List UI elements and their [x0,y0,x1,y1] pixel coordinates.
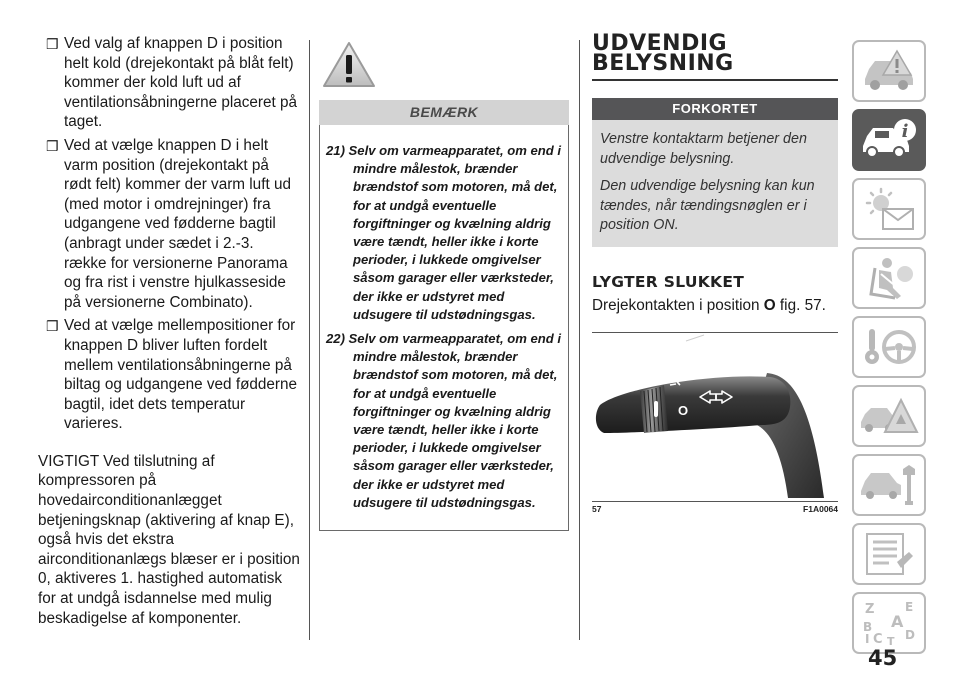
note-item: 22) Selv om varmeapparatet, om end i mindre målestok, brænder brændstof som motoren, må det, for at undgå eventuelle forgiftninger og kvælning aldrig være tændt, heller ikke i korte perioder, i lukkede omgivelser såsom garager eller værksteder, der ikke er udstyret med udsugere til udstødningsgas. [326,331,562,510]
column-1 [38,34,300,628]
tab-safety[interactable] [852,247,926,309]
tab-starting-driving[interactable] [852,316,926,378]
svg-text:T: T [887,635,895,647]
bullet-item [38,136,300,312]
sub-heading: FORKORTET [592,98,838,120]
tab-index[interactable] [852,592,926,654]
figure-code: F1A0064 [803,503,838,514]
page-number: 45 [868,646,898,670]
checkbox-bullet-icon: ❒ [46,318,59,335]
figure-reference: fig. 57. [779,297,826,314]
tab-maintenance[interactable] [852,454,926,516]
position-symbol: O [763,297,776,314]
figure-number: 57 [592,503,602,514]
note-item: 21) Selv om varmeapparatet, om end i mindre målestok, brænder brændstof som motoren, må det, for at undgå eventuelle forgiftninger og kvælning aldrig være tændt, heller ikke i korte perioder, i lukkede omgivelser såsom garager eller værksteder, der ikke er udstyret med udsugere til udstødningsgas. [326,143,562,322]
summary-text: Venstre kontaktarm betjener den udvendige belysning. [600,131,807,167]
summary-box [592,120,838,247]
lights-message-icon [857,185,921,233]
svg-text:I: I [865,632,870,646]
note-box [319,125,569,531]
car-warning-icon [857,47,921,95]
important-paragraph: VIGTIGT Ved tilslutning af kompressoren på hovedairconditionanlægget betjeningsknap (aktivering af knap E), også hvis det ekstra airconditionanlægs blæser er i position 0, aktiveres 1. hastighed automatisk for at undgå isdannelse med mulig beskadigelse af komponenter. [38,452,300,627]
figure [592,332,838,514]
light-stalk-illustration [592,333,838,501]
body-paragraph [592,296,838,316]
chapter-sidebar [852,40,926,661]
tab-lights-messages[interactable] [852,178,926,240]
tab-car-dashboard[interactable] [852,40,926,102]
key-steering-icon [857,323,921,371]
svg-text:i: i [901,121,909,142]
para-text: Drejekontakten i position [592,297,764,314]
bullet-item [38,34,300,132]
tab-technical-data[interactable] [852,523,926,585]
column-divider [309,40,310,640]
specs-list-icon [857,530,921,578]
summary-text: Den udvendige belysning kan kun tændes, når tændingsnøglen er i position ON. [600,178,815,233]
index-letters-icon [857,599,921,647]
bullet-text: Ved at vælge mellempositioner for knappen D bliver luften fordelt mellem ventilationsåbningerne på biltag og udgangene ved fødderne bagtil, idet dets temperatur varieres. [64,317,298,433]
figure-caption [592,501,838,514]
bullet-item [38,316,300,434]
svg-text:D: D [905,628,915,642]
column-2 [319,40,569,531]
heading-rule [592,79,838,81]
checkbox-bullet-icon: ❒ [46,137,59,154]
car-service-icon [857,461,921,509]
heading-line: BELYSNING [592,51,734,76]
column-divider [579,40,580,640]
svg-text:E: E [905,600,914,614]
svg-text:C: C [873,632,883,647]
car-breakdown-icon [857,392,921,440]
airbag-seat-icon [857,254,921,302]
heading-line: UDVENDIG [592,31,728,56]
column-3 [592,31,838,514]
note-header: BEMÆRK [319,100,569,125]
svg-text:A: A [891,612,904,631]
section-title: LYGTER SLUKKET [592,273,745,291]
bullet-text: Ved valg af knappen D i position helt kold (drejekontakt på blåt felt) kommer der kold luft ud af ventilationsåbningerne placeret på taget. [64,35,298,131]
tab-car-info[interactable] [852,109,926,171]
tab-emergency[interactable] [852,385,926,447]
bullet-text: Ved at vælge knappen D i helt varm position (drejekontakt på rødt felt) kommer der varm luft ud (med motor i omdrejninger) fra udgangene ved fødderne bagtil (anbragt under sædet i 2.-3. række for versionerne Panorama og fra rist i venstre hjulkasseside på versionerne Combinato). [64,136,291,311]
svg-text:B: B [863,620,873,634]
section-heading [592,31,838,76]
position-o-label: O [678,402,689,418]
svg-text:Z: Z [865,602,875,617]
warning-triangle-icon [321,40,377,90]
car-info-icon [857,116,921,164]
checkbox-bullet-icon: ❒ [46,36,59,52]
